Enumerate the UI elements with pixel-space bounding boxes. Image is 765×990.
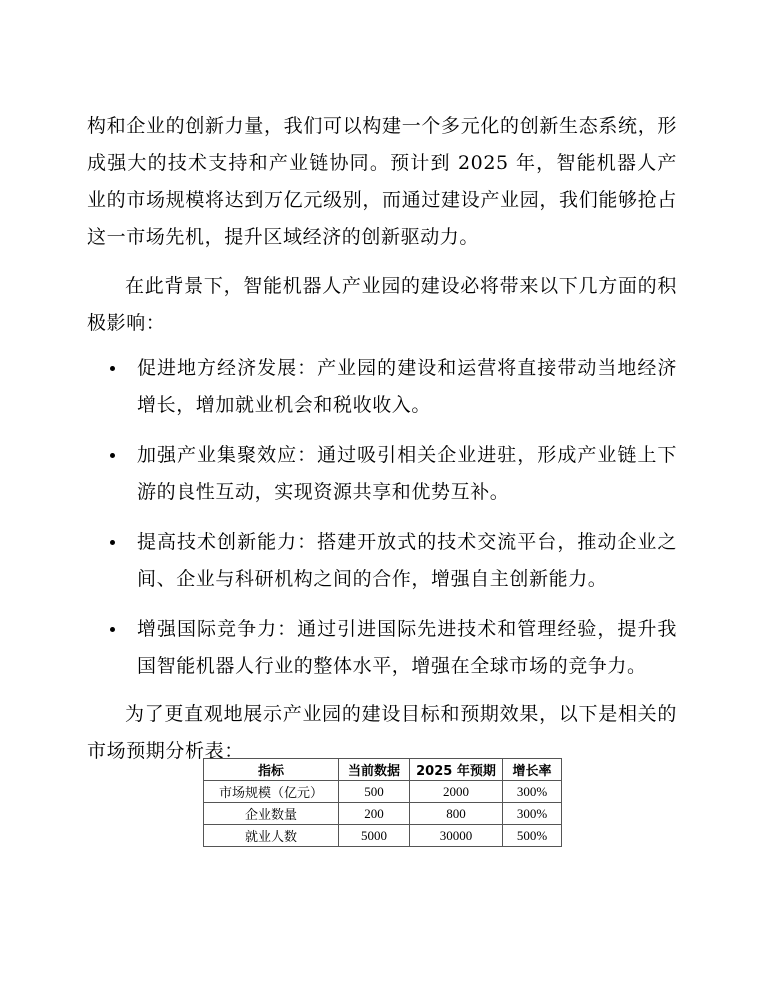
bullet-icon — [110, 540, 115, 545]
table-cell: 30000 — [410, 825, 503, 847]
table-row — [204, 781, 562, 803]
table-cell: 5000 — [339, 825, 410, 847]
list-item — [87, 350, 677, 424]
table-cell: 500 — [339, 781, 410, 803]
impact-list — [87, 350, 677, 685]
column-header-current: 当前数据 — [339, 759, 410, 781]
market-forecast-table-wrapper — [203, 758, 562, 847]
bullet-icon — [110, 453, 115, 458]
table-cell: 500% — [503, 825, 562, 847]
table-cell: 就业人数 — [204, 825, 339, 847]
list-item-text: 促进地方经济发展：产业园的建设和运营将直接带动当地经济增长，增加就业机会和税收收入。 — [137, 357, 677, 416]
bullet-icon — [110, 366, 115, 371]
column-header-indicator: 指标 — [204, 759, 339, 781]
table-cell: 800 — [410, 803, 503, 825]
table-cell: 2000 — [410, 781, 503, 803]
column-header-growth: 增长率 — [503, 759, 562, 781]
list-item-text: 增强国际竞争力：通过引进国际先进技术和管理经验，提升我国智能机器人行业的整体水平，增强在全球市场的竞争力。 — [137, 618, 677, 677]
table-row — [204, 803, 562, 825]
table-cell: 企业数量 — [204, 803, 339, 825]
table-cell: 市场规模（亿元） — [204, 781, 339, 803]
bullet-icon — [110, 627, 115, 632]
list-item — [87, 611, 677, 685]
list-item — [87, 524, 677, 598]
list-item — [87, 437, 677, 511]
paragraph-intro: 构和企业的创新力量，我们可以构建一个多元化的创新生态系统，形成强大的技术支持和产业链协同。预计到 2025 年，智能机器人产业的市场规模将达到万亿元级别，而通过建设产业园，我们能够抢占这一市场先机，提升区域经济的创新驱动力。 — [87, 115, 677, 248]
paragraph-table-intro: 为了更直观地展示产业园的建设目标和预期效果，以下是相关的市场预期分析表： — [87, 703, 677, 762]
document-body — [87, 108, 677, 770]
market-forecast-table — [203, 758, 562, 847]
paragraph-background: 在此背景下，智能机器人产业园的建设必将带来以下几方面的积极影响： — [87, 275, 677, 334]
table-cell: 200 — [339, 803, 410, 825]
list-item-text: 提高技术创新能力：搭建开放式的技术交流平台，推动企业之间、企业与科研机构之间的合作，增强自主创新能力。 — [137, 531, 677, 590]
table-row — [204, 825, 562, 847]
table-header-row — [204, 759, 562, 781]
table-cell: 300% — [503, 803, 562, 825]
list-item-text: 加强产业集聚效应：通过吸引相关企业进驻，形成产业链上下游的良性互动，实现资源共享和优势互补。 — [137, 444, 677, 503]
column-header-forecast: 2025 年预期 — [410, 759, 503, 781]
table-cell: 300% — [503, 781, 562, 803]
